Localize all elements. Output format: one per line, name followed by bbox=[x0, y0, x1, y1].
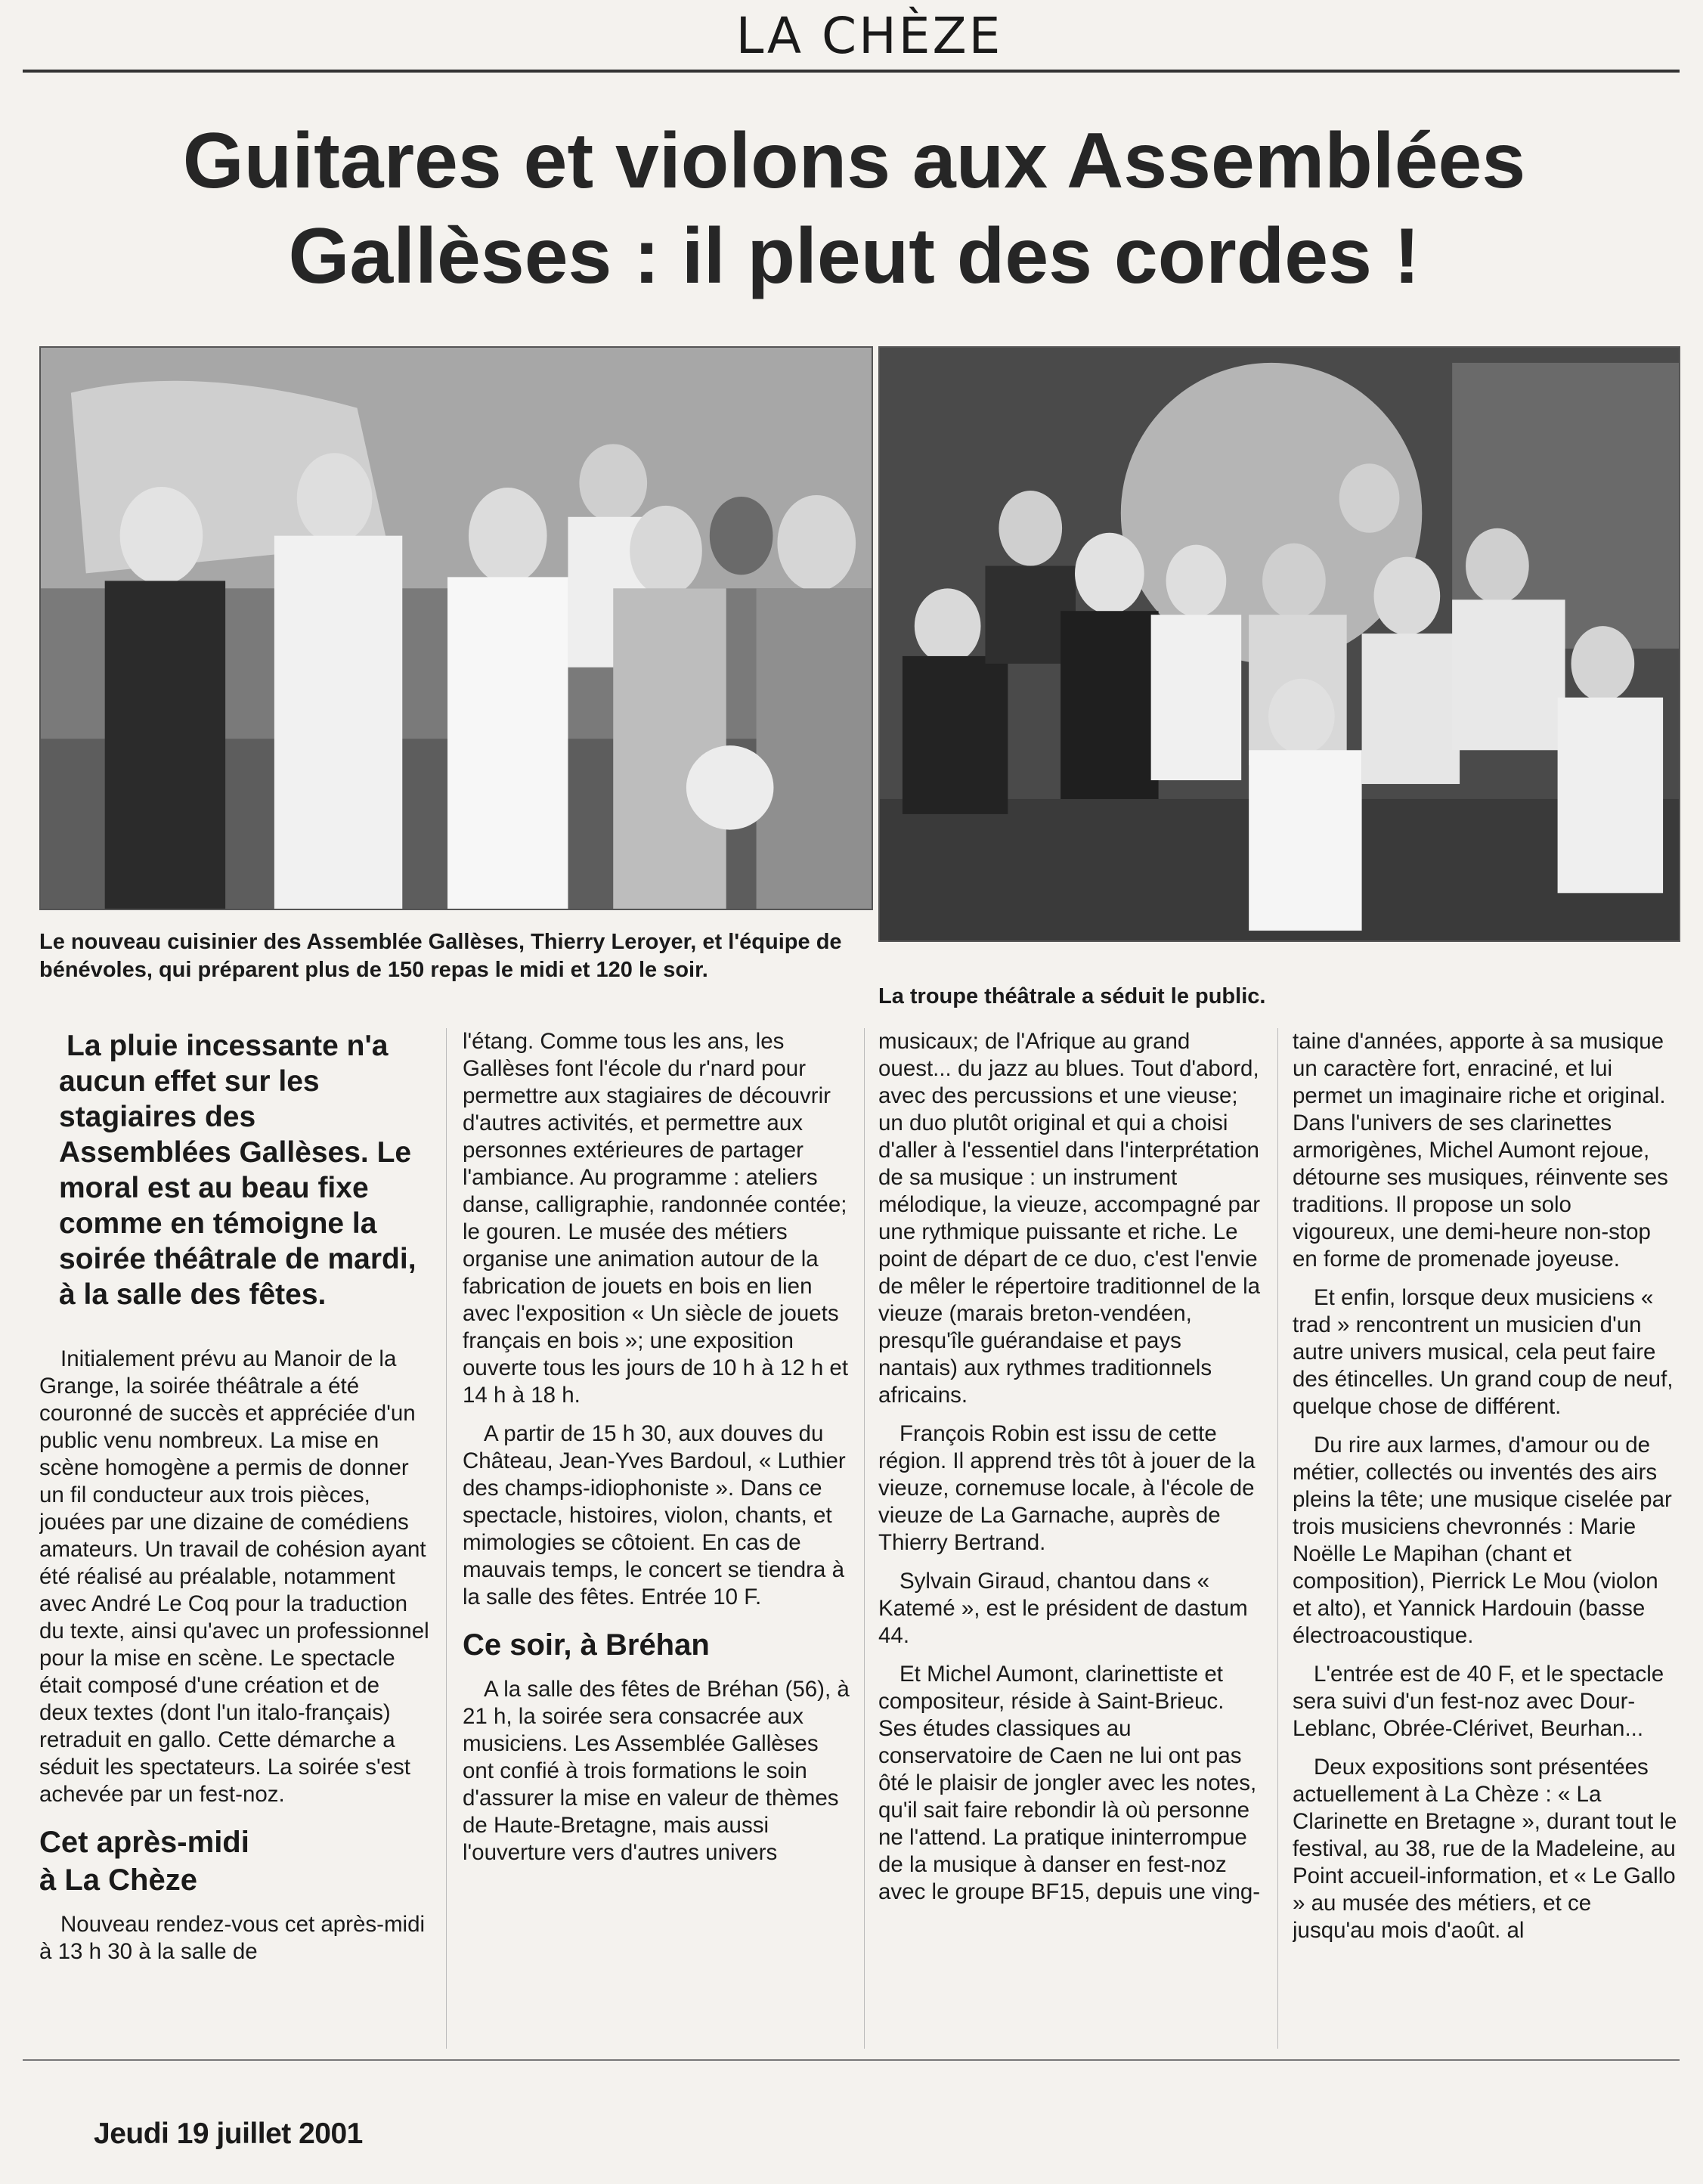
subheading-afternoon bbox=[39, 1823, 434, 1899]
column-separator bbox=[446, 1028, 447, 2049]
article-paragraph: musicaux; de l'Afrique au grand ouest... du jazz au blues. Tout d'abord, avec des percussions et une vieuse; un duo plutôt original et qui a choisi d'aller à l'essentiel dans l'interprétation de sa musique : un instrument mélodique, la vieuze, accompagné par une rythmique puissante et riche. Le point de départ de ce duo, c'est l'envie de mêler le répertoire traditionnel de la vieuze (marais breton-vendéen, presqu'île guérandaise et pays nantais) aux rythmes traditionnels africains. bbox=[878, 1029, 1261, 1408]
article-paragraph: Et Michel Aumont, clarinettiste et compositeur, réside à Saint-Brieuc. Ses études classiques au conservatoire de Caen ne lui ont pas ôté le plaisir de jongler avec les notes, qu'il sait faire rebondir là où personne ne l'attend. La pratique ininterrompue de la musique à danser en fest-noz avec le groupe BF15, depuis une ving- bbox=[878, 1662, 1261, 1904]
article-column-3 bbox=[878, 1028, 1262, 2056]
article-paragraph: Sylvain Giraud, chantou dans « Katemé », est le président de dastum 44. bbox=[878, 1569, 1248, 1648]
left-photo-caption: Le nouveau cuisinier des Assemblée Gallèses, Thierry Leroyer, et l'équipe de bénévoles, qui préparent plus de 150 repas le midi et 120 le soir. bbox=[39, 930, 842, 982]
article-paragraph: A la salle des fêtes de Bréhan (56), à 21 h, la soirée sera consacrée aux musiciens. Les Assemblée Gallèses ont confié à trois formations le soin d'assurer la mise en valeur de thèmes de Haute-Bretagne, mais aussi l'ouverture vers d'autres univers bbox=[463, 1677, 850, 1865]
photo-theatre-troupe bbox=[878, 346, 1680, 942]
photo-cooking-team bbox=[39, 346, 873, 910]
article-paragraph: l'étang. Comme tous les ans, les Gallèses font l'école du r'nard pour permettre aux stagiaires de découvrir d'autres activités, et permettre aux personnes extérieures de partager l'ambiance. Au programme : ateliers danse, calligraphie, randonnée contée; le gouren. Le musée des métiers organise une animation autour de la fabrication de jouets en bois en lien avec l'exposition « Un siècle de jouets français en bois »; une exposition ouverte tous les jours de 10 h à 12 h et 14 h à 18 h. bbox=[463, 1029, 849, 1408]
article-paragraph: L'entrée est de 40 F, et le spectacle sera suivi d'un fest-noz avec Dour-Leblanc, Obrée-Clérivet, Beurhan... bbox=[1293, 1662, 1664, 1741]
article-paragraph: Et enfin, lorsque deux musiciens « trad » rencontrent un musicien d'un autre univers musical, cela peut faire des étincelles. Un grand coup de neuf, quelque chose de différent. bbox=[1293, 1285, 1674, 1419]
subheading-afternoon-line-2: à La Chèze bbox=[39, 1863, 197, 1897]
article-paragraph: A partir de 15 h 30, aux douves du Château, Jean-Yves Bardoul, « Luthier des champs-idiophoniste ». Dans ce spectacle, histoires, violon, chants, et mimologies se côtoient. En cas de mauvais temps, le concert se tiendra à la salle des fêtes. Entrée 10 F. bbox=[463, 1421, 846, 1609]
article-lead: La pluie incessante n'a aucun effet sur les stagiaires des Assemblées Gallèses. Le moral est au beau fixe comme en témoigne la soirée théâtrale de mardi, à la salle des fêtes. bbox=[59, 1030, 416, 1311]
article-column-1 bbox=[39, 1028, 434, 2056]
headline-line-1: Guitares et violons aux Assemblées bbox=[182, 117, 1526, 205]
column-separator bbox=[1277, 1028, 1278, 2049]
subheading-tonight: Ce soir, à Bréhan bbox=[463, 1628, 710, 1662]
article-paragraph: Initialement prévu au Manoir de la Grange, la soirée théâtrale a été couronné de succès et appréciée d'un public venu nombreux. La mise en scène homogène a permis de donner un fil conducteur aux trois pièces, jouées par une dizaine de comédiens amateurs. Un travail de cohésion ayant été réalisé au préalable, notamment avec André Le Coq pour la traduction du texte, ainsi qu'avec un professionnel pour la mise en scène. Le spectacle était composé d'une création et de deux textes (dont l'un italo-français) retraduit en gallo. Cette démarche a séduit les spectateurs. La soirée s'est achevée par un fest-noz. bbox=[39, 1346, 429, 1807]
article-paragraph: taine d'années, apporte à sa musique un caractère fort, enraciné, et lui permet un imaginaire riche et original. Dans l'univers de ses clarinettes armorigènes, Michel Aumont rejoue, détourne ses musiques, réinvente ses traditions. Il propose un solo vigoureux, une demi-heure non-stop en forme de promenade joyeuse. bbox=[1293, 1029, 1668, 1272]
right-photo-caption: La troupe théâtrale a séduit le public. bbox=[878, 984, 1266, 1008]
article-paragraph: François Robin est issu de cette région. Il apprend très tôt à jouer de la vieuze, cornemuse locale, à l'école de vieuze de La Garnache, auprès de Thierry Bertrand. bbox=[878, 1421, 1256, 1555]
article-paragraph: Deux expositions sont présentées actuellement à La Chèze : « La Clarinette en Bretagne », durant tout le festival, au 38, rue de la Madeleine, au Point accueil-information, et « Le Gallo » au musée des métiers, et ce jusqu'au mois d'août. al bbox=[1293, 1755, 1677, 1943]
article-paragraph: Nouveau rendez-vous cet après-midi à 13 h 30 à la salle de bbox=[39, 1912, 426, 1964]
article-paragraph: Du rire aux larmes, d'amour ou de métier, collectés ou inventés des airs pleins la tête; une musique ciselée par trois musiciens chevronnés : Marie Noëlle Le Mapihan (chant et composition), Pierrick Le Mou (violon et alto), et Yannick Hardouin (basse électroacoustique. bbox=[1293, 1433, 1672, 1648]
section-title: LA CHÈZE bbox=[735, 7, 1003, 65]
issue-date: Jeudi 19 juillet 2001 bbox=[94, 2117, 363, 2150]
photo-theatre-troupe-image bbox=[880, 348, 1679, 940]
headline-line-2: Gallèses : il pleut des cordes ! bbox=[288, 212, 1420, 300]
article-column-4 bbox=[1293, 1028, 1680, 2056]
top-rule bbox=[23, 70, 1680, 73]
article-column-2 bbox=[463, 1028, 851, 2056]
subheading-afternoon-line-1: Cet après-midi bbox=[39, 1826, 249, 1859]
headline bbox=[30, 113, 1678, 304]
column-separator bbox=[864, 1028, 865, 2049]
bottom-rule bbox=[23, 2059, 1680, 2061]
photo-cooking-team-image bbox=[41, 348, 872, 909]
